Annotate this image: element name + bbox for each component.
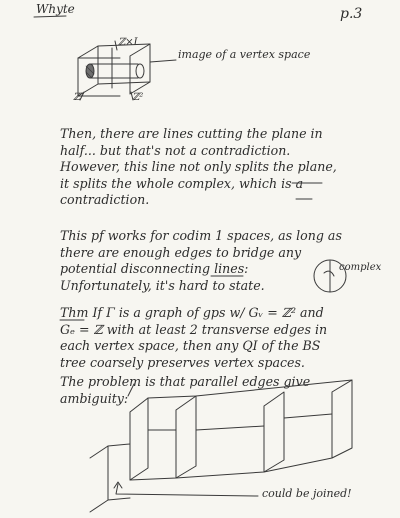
figure1-annotation: image of a vertex space: [178, 48, 311, 61]
author-name: Whyte: [36, 2, 75, 16]
text-line: Unfortunately, it's hard to state.: [60, 277, 265, 293]
image-arrow: [150, 60, 176, 62]
text-line: there are enough edges to bridge any: [60, 244, 302, 260]
paragraph-theorem: [60, 305, 327, 371]
top-arrow: [115, 41, 117, 50]
left-plane-back: [78, 58, 120, 96]
plane-far-right: [332, 380, 352, 458]
text-line: potential disconnecting lines:: [60, 261, 249, 276]
cylinder-right-end: [136, 64, 144, 78]
text-line: This pf works for codim 1 spaces, as long as: [60, 228, 342, 243]
author-underline: [34, 16, 66, 17]
right-plane-back: [98, 44, 150, 84]
figure1-label-bottom-left: ℤ²: [73, 92, 85, 103]
hatch: [86, 66, 94, 78]
text-line: The problem is that parallel edges give: [60, 374, 311, 389]
join-arrow-head: [114, 482, 122, 488]
text-line: tree coarsely preserves vertex spaces.: [60, 354, 305, 370]
left-plane: [78, 46, 98, 96]
edge-diag: [108, 444, 130, 500]
right-plane: [130, 44, 150, 94]
cylinder-left-end: [86, 64, 94, 78]
figure1-label-bottom-right: ℤ²: [132, 92, 144, 103]
plane-middle: [176, 396, 196, 478]
paragraph-codim: [60, 228, 342, 294]
complex-label: complex: [339, 262, 382, 273]
text-line: However, this line not only splits the plane,: [60, 159, 337, 174]
cylinder: [90, 64, 138, 78]
page-number: p.3: [340, 6, 363, 22]
text-line: half... but that's not a contradiction.: [60, 142, 291, 158]
text-line: ambiguity:: [60, 390, 129, 406]
text-line: it splits the whole complex, which is a: [60, 175, 304, 191]
figure2-annotation: could be joined!: [262, 487, 352, 500]
text-line: Gₑ = ℤ with at least 2 transverse edges in: [60, 321, 328, 337]
figure1-label-top: ℤ×I: [118, 37, 138, 48]
edge-bottom: [130, 458, 332, 480]
edge-long: [90, 446, 108, 512]
edge-mid: [196, 414, 332, 430]
plane-left: [130, 398, 148, 480]
text-line: contradiction.: [60, 192, 150, 207]
join-arrow: [116, 484, 258, 496]
text-line: Then, there are lines cutting the plane in: [60, 126, 323, 141]
text-line: each vertex space, then any QI of the BS: [60, 338, 321, 353]
paragraph-problem: [60, 374, 310, 407]
paragraph-contradiction: [60, 126, 337, 209]
text-line: Thm If Γ is a graph of gps w/ Gᵥ = ℤ² and: [60, 305, 324, 320]
